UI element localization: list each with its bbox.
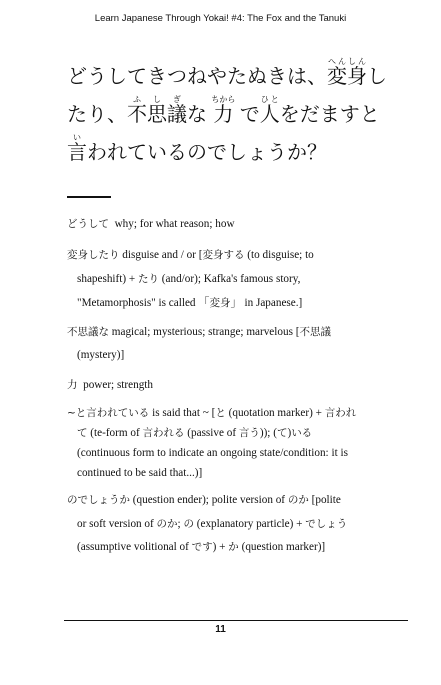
glossary-entry (67, 213, 412, 237)
glossary-term-inline: て (276, 427, 288, 439)
glossary-definition: (question ender); polite version of (132, 494, 288, 506)
glossary-term-inline: 言われる (142, 427, 185, 439)
glossary-definition: (quotation marker) + (228, 407, 325, 419)
glossary-definition: power; strength (83, 378, 153, 391)
glossary-term: のでしょうか (67, 494, 130, 506)
furigana-word: 人ひと (259, 95, 280, 126)
glossary-term-inline: のか (156, 517, 178, 530)
glossary-definition: (and/or); Kafka's famous story, (161, 272, 301, 285)
glossary-definition: "Metamorphosis" is called 「 (77, 296, 210, 309)
glossary-term-inline: でしょう (305, 517, 348, 530)
furigana-word: 不思議ふしぎ (127, 95, 187, 126)
glossary-definition: ) (287, 427, 292, 439)
glossary-term-inline: て (77, 427, 88, 439)
furigana: ふしぎ (127, 95, 187, 104)
glossary-definition: disguise and / or [ (122, 248, 203, 261)
glossary-term-inline: です (191, 541, 213, 553)
glossary-definition: why; for what reason; how (114, 218, 235, 230)
vocabulary-glossary (67, 213, 412, 566)
sentence-text: をだますと (279, 102, 380, 126)
glossary-definition: (question marker)] (241, 541, 326, 553)
glossary-definition: (assumptive volitional of (77, 541, 192, 553)
furigana-word: 変身へんしん (327, 57, 367, 88)
glossary-definition: (passive of (187, 427, 239, 439)
glossary-entry (67, 403, 412, 483)
section-divider (67, 196, 111, 198)
glossary-definition: continued to be said that...)] (77, 467, 203, 479)
sentence-text: し (367, 64, 387, 88)
example-sentence (67, 52, 407, 166)
glossary-definition: (continuous form to indicate an ongoing state/condition: it is (77, 447, 348, 459)
sentence-line-1 (67, 52, 407, 90)
glossary-definition: 」 in Japanese.] (230, 296, 303, 309)
glossary-term-inline: いる (291, 427, 313, 439)
furigana-word: 力ちから (211, 95, 236, 126)
glossary-definition: shapeshift) + (77, 272, 138, 285)
sentence-text: で (239, 102, 260, 126)
sentence-text: どうしてきつねやたぬきは、 (67, 64, 327, 88)
glossary-term-inline: 言われ (324, 407, 357, 419)
glossary-entry (67, 321, 412, 368)
glossary-definition: (explanatory particle) + (196, 517, 306, 530)
glossary-definition: (to disguise; to (247, 248, 314, 261)
glossary-definition: [polite (311, 494, 341, 506)
furigana-word: 言い (67, 133, 87, 164)
sentence-text: な (187, 102, 207, 126)
furigana: ひと (259, 95, 280, 104)
glossary-term: ~と言われている (67, 407, 150, 419)
running-header: Learn Japanese Through Yokai! #4: The Fox and the Tanuki (94, 13, 347, 24)
glossary-term: どうして (67, 218, 109, 230)
glossary-term-inline: と (215, 407, 226, 419)
glossary-term-inline: 言う (238, 427, 260, 439)
glossary-term: 変身したり (67, 248, 120, 261)
furigana: へんしん (327, 57, 367, 66)
glossary-term-inline: か (228, 541, 239, 553)
sentence-line-2 (67, 90, 407, 128)
glossary-definition: ; (177, 517, 184, 530)
glossary-term: 力 (67, 378, 78, 391)
sentence-text: われているのでしょうか？ (87, 140, 327, 164)
sentence-line-3 (67, 128, 407, 166)
glossary-definition: )); ( (259, 427, 277, 439)
glossary-term-inline: たり (138, 272, 159, 285)
page-number: 11 (215, 624, 226, 635)
glossary-term-inline: 不思議 (299, 325, 331, 338)
footer-divider (64, 620, 408, 621)
glossary-definition: or soft version of (77, 517, 157, 530)
glossary-entry (67, 243, 412, 315)
glossary-definition: (mystery)] (77, 349, 125, 361)
sentence-text: たり、 (67, 102, 127, 126)
glossary-term-inline: のか (287, 494, 309, 506)
glossary-entry (67, 489, 412, 560)
glossary-term: 不思議な (67, 325, 109, 338)
glossary-definition: magical; mysterious; strange; marvelous [ (111, 325, 300, 338)
furigana: ちから (211, 95, 236, 104)
glossary-definition: (te-form of (90, 427, 143, 439)
glossary-term-inline: の (183, 517, 194, 530)
glossary-definition: ) + (212, 541, 229, 553)
glossary-term-inline: 変身 (209, 296, 231, 309)
glossary-entry (67, 374, 412, 398)
glossary-term-inline: 変身する (202, 248, 245, 261)
furigana: い (67, 133, 87, 142)
glossary-definition: is said that ~ [ (152, 407, 216, 419)
